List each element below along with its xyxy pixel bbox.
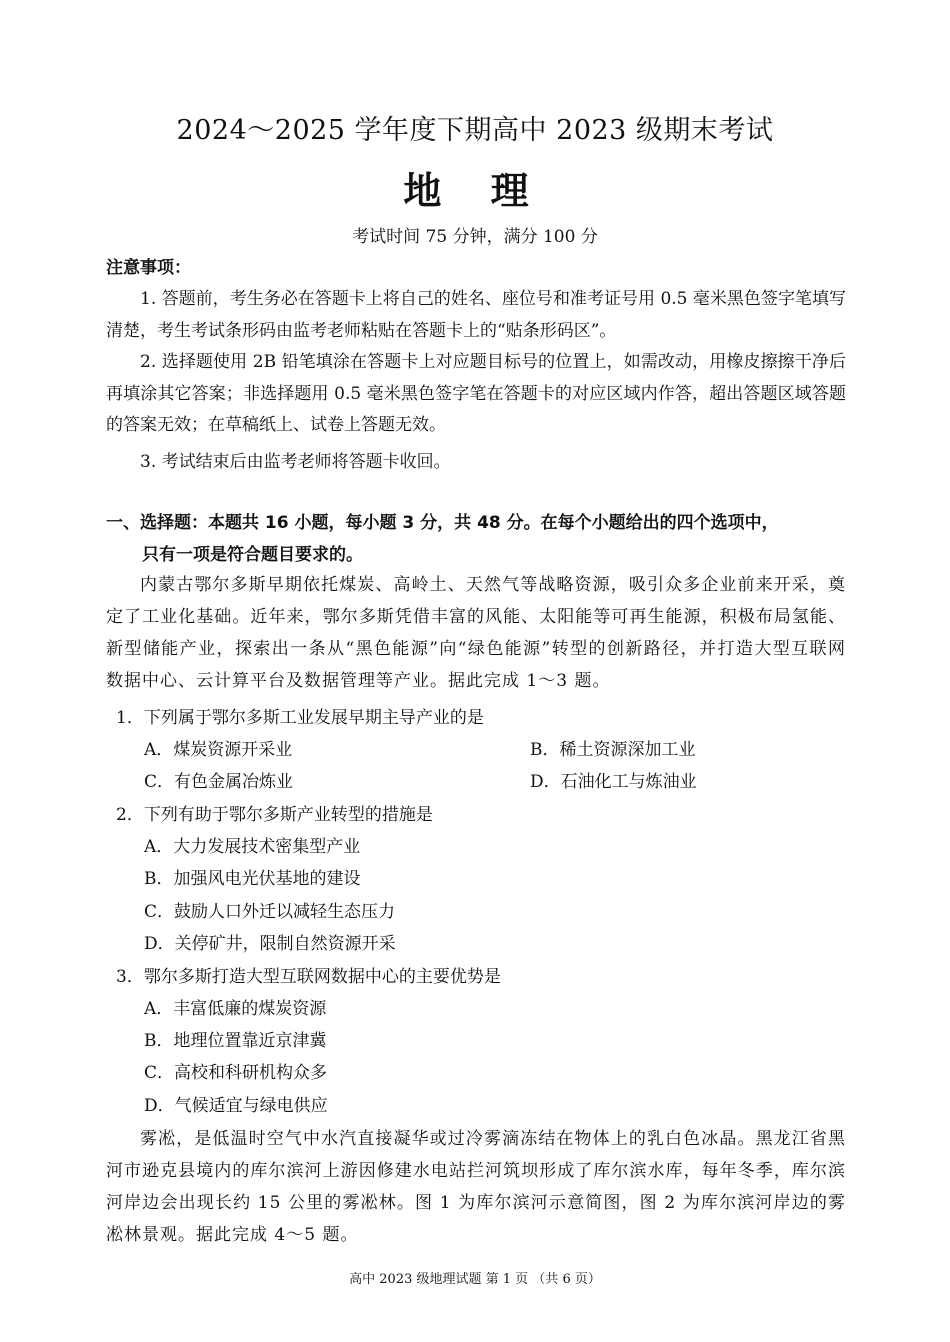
section-1-heading <box>106 507 846 571</box>
page-footer: 高中 2023 级地理试题 第 1 页 （共 6 页） <box>349 1272 601 1287</box>
question-1-option-b: B．稀土资源深加工业 <box>530 740 696 760</box>
question-3-stem: 3．鄂尔多斯打造大型互联网数据中心的主要优势是 <box>116 967 501 987</box>
passage-1: 内蒙古鄂尔多斯早期依托煤炭、高岭土、天然气等战略资源，吸引众多企业前来开采，奠定了工业化基础。近年来，鄂尔多斯凭借丰富的风能、太阳能等可再生能源，积极布局氢能、新型储能产业，探索出一条从“黑色能源”向“绿色能源”转型的创新路径，并打造大型互联网数据中心、云计算平台及数据管理等产业。据此完成 1～3 题。 <box>106 575 846 691</box>
question-2-option-b: B．加强风电光伏基地的建设 <box>144 869 361 889</box>
question-3-option-b: B．地理位置靠近京津冀 <box>144 1031 327 1051</box>
question-2-option-a: A．大力发展技术密集型产业 <box>144 837 361 857</box>
exam-info: 考试时间 75 分钟，满分 100 分 <box>352 227 598 247</box>
question-3-option-d: D．气候适宜与绿电供应 <box>144 1096 328 1116</box>
exam-title: 2024～2025 学年度下期高中 2023 级期末考试 <box>176 115 774 146</box>
subject-title: 地 理 <box>403 169 547 213</box>
notice-heading: 注意事项： <box>106 258 191 278</box>
question-3-option-a: A．丰富低廉的煤炭资源 <box>144 999 327 1019</box>
question-2-stem: 2．下列有助于鄂尔多斯产业转型的措施是 <box>116 805 433 825</box>
question-3-option-c: C．高校和科研机构众多 <box>144 1063 328 1083</box>
section-1-heading-line2: 只有一项是符合题目要求的。 <box>142 545 363 565</box>
section-1-heading-line1: 一、选择题：本题共 16 小题，每小题 3 分，共 48 分。在每个小题给出的四个选项中， <box>106 513 779 533</box>
notice-item-3: 3. 考试结束后由监考老师将答题卡收回。 <box>140 452 451 472</box>
question-2-option-c: C．鼓励人口外迁以减轻生态压力 <box>144 902 396 922</box>
question-1-stem: 1．下列属于鄂尔多斯工业发展早期主导产业的是 <box>116 708 484 728</box>
notice-item-1: 1. 答题前，考生务必在答题卡上将自己的姓名、座位号和准考证号用 0.5 毫米黑色签字笔填写清楚，考生考试条形码由监考老师粘贴在答题卡上的“贴条形码区”。 <box>106 289 846 341</box>
question-2-option-d: D．关停矿井，限制自然资源开采 <box>144 934 396 954</box>
notice-item-2: 2. 选择题使用 2B 铅笔填涂在答题卡上对应题目标号的位置上，如需改动，用橡皮擦擦干净后再填涂其它答案；非选择题用 0.5 毫米黑色签字笔在答题卡的对应区域内作答，超出答题区域答题的答案无效；在草稿纸上、试卷上答题无效。 <box>106 352 846 435</box>
question-1-option-c: C．有色金属冶炼业 <box>144 772 294 792</box>
passage-2: 雾凇，是低温时空气中水汽直接凝华或过冷雾滴冻结在物体上的乳白色冰晶。黑龙江省黑河市逊克县境内的库尔滨河上游因修建水电站拦河筑坝形成了库尔滨水库，每年冬季，库尔滨河岸边会出现长约 15 公里的雾凇林。图 1 为库尔滨河示意简图，图 2 为库尔滨河岸边的雾凇林景观。据此完成 4～5 题。 <box>106 1129 846 1245</box>
question-1-option-d: D．石油化工与炼油业 <box>530 772 697 792</box>
question-1-option-a: A．煤炭资源开采业 <box>144 740 293 760</box>
